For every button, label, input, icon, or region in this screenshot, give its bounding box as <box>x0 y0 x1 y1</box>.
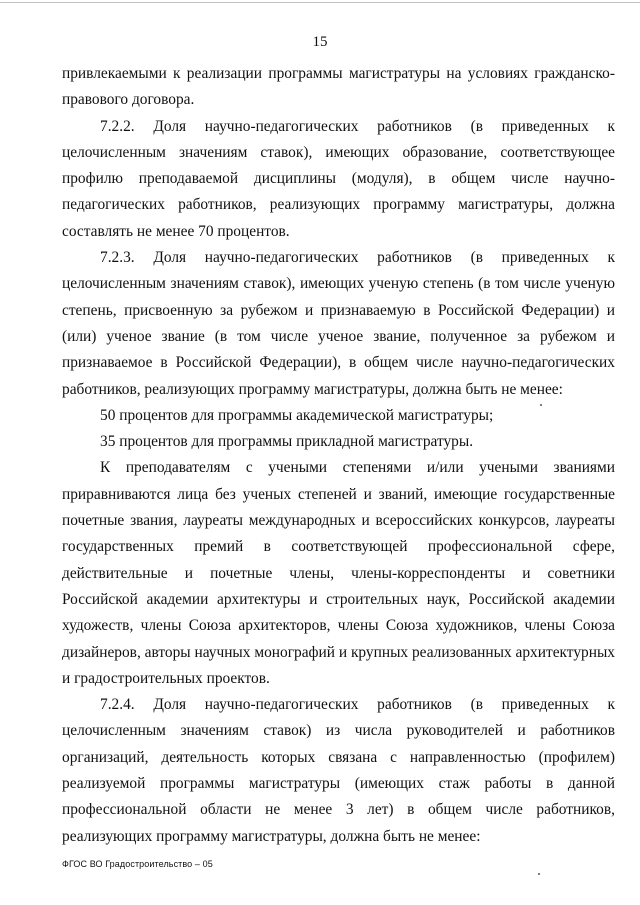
page-number: 15 <box>312 34 328 50</box>
paragraph-academic-masters: 50 процентов для программы академической магистратуры; <box>100 406 494 424</box>
document-body <box>62 61 615 850</box>
paragraph-equivalence: К преподавателям с учеными степенями и/или учеными званиями приравниваются лица без ученых степеней и званий, имеющие государственные почетные звания, лауреаты международных и всероссийских конкурсов, лауреаты государственных премий в соответствующей профессиональной сфере, действительные и почетные члены, члены-корреспонденты и советники Российской академии архитектуры и строительных наук, Российской академии художеств, члены Союза архитекторов, члены Союза художников, члены Союза дизайнеров, авторы научных монографий и крупных реализованных архитектурных и градостроительных проектов. <box>62 459 615 687</box>
paragraph-continuation: привлекаемыми к реализации программы магистратуры на условиях гражданско-правового договора. <box>62 65 615 109</box>
paragraph-7-2-4: 7.2.4. Доля научно-педагогических работников (в приведенных к целочисленным значениям ставок) из числа руководителей и работников организаций, деятельность которых связана с направленностью (профилем) реализуемой программы магистратуры (имеющих стаж работы в данной профессиональной области не менее 3 лет) в общем числе работников, реализующих программу магистратуры, должна быть не менее: <box>62 696 615 845</box>
paragraph-7-2-3: 7.2.3. Доля научно-педагогических работников (в приведенных к целочисленным значениям ставок), имеющих ученую степень (в том числе ученую степень, присвоенную за рубежом и признаваемую в Российской Федерации) и (или) ученое звание (в том числе ученое звание, полученное за рубежом и признаваемое в Российской Федерации), в общем числе научно-педагогических работников, реализующих программу магистратуры, должна быть не менее: <box>62 249 615 398</box>
paragraph-applied-masters: 35 процентов для программы прикладной магистратуры. <box>100 433 474 451</box>
scan-speck <box>540 404 542 406</box>
footer-label: ФГОС ВО Градостроительство – 05 <box>62 859 213 869</box>
scan-speck <box>538 873 540 875</box>
paragraph-7-2-2: 7.2.2. Доля научно-педагогических работников (в приведенных к целочисленным значениям ставок), имеющих образование, соответствующее профилю преподаваемой дисциплины (модуля), в общем числе научно-педагогических работников, реализующих программу магистратуры, должна составлять не менее 70 процентов. <box>62 117 615 240</box>
scan-edge-line <box>0 2 640 3</box>
